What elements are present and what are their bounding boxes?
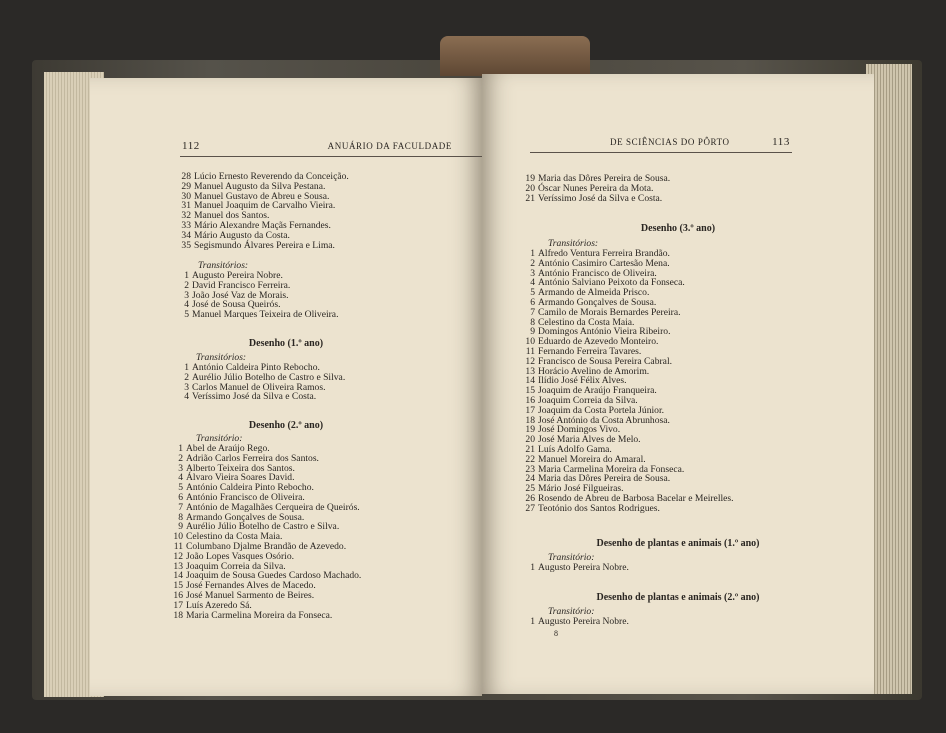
item-number: 16 — [525, 394, 535, 406]
item-name: Mário José Filgueiras. — [538, 483, 624, 495]
item-name: José de Sousa Queirós. — [192, 299, 281, 311]
plantas-1-label: Transitório: — [548, 552, 595, 563]
item-number: 8 — [178, 511, 183, 523]
item-number: 2 — [178, 452, 183, 464]
plantas-2-list — [524, 617, 629, 627]
item-number: 2 — [184, 371, 189, 383]
item-number: 20 — [525, 182, 535, 194]
item-name: Fernando Ferreira Tavares. — [538, 345, 642, 357]
left-transitorios-list — [178, 271, 338, 320]
item-number: 1 — [530, 248, 535, 259]
item-name: Domingos António Vieira Ribeiro. — [538, 326, 671, 338]
item-number: 1 — [184, 270, 189, 281]
item-name: Aurélio Júlio Botelho de Castro e Silva. — [186, 521, 340, 533]
item-name: Veríssimo José da Silva e Costa. — [192, 391, 317, 403]
item-number: 4 — [184, 391, 189, 403]
item-number: 29 — [181, 180, 191, 192]
item-number: 9 — [530, 326, 535, 338]
item-number: 30 — [181, 190, 191, 202]
item-name: João Lopes Vasques Osório. — [186, 550, 295, 562]
item-name: José Domingos Vivo. — [538, 424, 621, 436]
item-number: 15 — [525, 385, 535, 397]
item-name: João José Vaz de Morais. — [192, 289, 289, 301]
right-page-number: 113 — [772, 136, 790, 148]
item-name: Francisco de Sousa Pereira Cabral. — [538, 355, 673, 367]
list-item — [524, 617, 629, 627]
right-running-head — [610, 136, 790, 148]
right-header-rule — [530, 152, 792, 153]
item-number: 2 — [530, 257, 535, 269]
item-name: Armando de Almeida Prisco. — [538, 287, 650, 299]
list-item — [524, 504, 734, 514]
item-name: Luís Azeredo Sá. — [186, 599, 252, 611]
item-number: 10 — [525, 336, 535, 348]
item-name: Manuel Augusto da Silva Pestana. — [194, 180, 326, 192]
right-page — [482, 74, 874, 694]
item-name: Celestino da Costa Maia. — [538, 316, 635, 328]
item-number: 3 — [184, 381, 189, 393]
item-name: Augusto Pereira Nobre. — [538, 616, 629, 627]
left-list-top — [180, 172, 349, 250]
item-number: 7 — [178, 501, 183, 513]
item-number: 32 — [181, 210, 191, 222]
item-number: 20 — [525, 434, 535, 446]
item-number: 23 — [525, 463, 535, 475]
item-number: 9 — [178, 521, 183, 533]
plantas-1-list — [524, 563, 629, 573]
book-spine — [440, 36, 590, 76]
item-name: Manuel Joaquim de Carvalho Vieira. — [194, 200, 336, 212]
item-number: 19 — [525, 173, 535, 184]
item-name: Álvaro Vieira Soares David. — [186, 472, 295, 484]
item-name: Horácio Avelino de Amorim. — [538, 365, 650, 377]
item-name: Eduardo de Azevedo Monteiro. — [538, 336, 659, 348]
item-number: 4 — [184, 299, 189, 311]
item-number: 12 — [173, 550, 183, 562]
item-number: 10 — [173, 531, 183, 543]
item-number: 21 — [525, 443, 535, 455]
list-item — [524, 563, 629, 573]
item-name: Camilo de Morais Bernardes Pereira. — [538, 306, 681, 318]
item-number: 3 — [184, 289, 189, 301]
item-number: 18 — [173, 609, 183, 621]
item-number: 6 — [178, 491, 183, 503]
item-name: Alfredo Ventura Ferreira Brandão. — [538, 248, 670, 259]
item-number: 35 — [181, 239, 191, 251]
signature-mark: 8 — [554, 629, 558, 638]
item-number: 1 — [530, 616, 535, 627]
item-number: 7 — [530, 306, 535, 318]
desenho-2-list — [172, 444, 361, 620]
desenho-2-label: Transitório: — [196, 433, 243, 444]
item-name: António Salviano Peixoto da Fonseca. — [538, 277, 685, 289]
item-number: 21 — [525, 192, 535, 204]
item-name: Columbano Djalme Brandão de Azevedo. — [186, 540, 347, 552]
item-name: José António da Costa Abrunhosa. — [538, 414, 670, 426]
item-name: José Maria Alves de Melo. — [538, 434, 641, 446]
item-name: Ilídio José Félix Alves. — [538, 375, 627, 387]
item-name: António de Magalhães Cerqueira de Queirós. — [186, 501, 360, 513]
item-name: Lúcio Ernesto Reverendo da Conceição. — [194, 171, 349, 182]
desenho-3-list — [524, 249, 734, 514]
item-name: Joaquim Correia da Silva. — [186, 560, 286, 572]
item-name: António Caldeira Pinto Rebocho. — [192, 362, 320, 373]
item-number: 13 — [173, 560, 183, 572]
left-page — [90, 78, 482, 696]
item-name: Armando Gonçalves de Sousa. — [186, 511, 305, 523]
plantas-1-heading: Desenho de plantas e animais (1.º ano) — [596, 538, 760, 549]
item-name: Alberto Teixeira dos Santos. — [186, 462, 295, 474]
item-name: Abel de Araújo Rego. — [186, 443, 270, 454]
item-name: Adrião Carlos Ferreira dos Santos. — [186, 452, 319, 464]
desenho-1-heading: Desenho (1.º ano) — [248, 338, 324, 349]
item-name: Mário Alexandre Maçãs Fernandes. — [194, 219, 331, 231]
left-transitorios-label: Transitórios: — [198, 260, 249, 271]
desenho-3-label: Transitórios: — [548, 238, 599, 249]
item-name: Óscar Nunes Pereira da Mota. — [538, 182, 654, 194]
right-running-title: DE SCIÊNCIAS DO PÔRTO — [610, 137, 730, 147]
plantas-2-heading: Desenho de plantas e animais (2.º ano) — [596, 592, 760, 603]
item-name: Celestino da Costa Maia. — [186, 531, 283, 543]
list-item — [524, 194, 670, 204]
item-name: António Francisco de Oliveira. — [538, 267, 657, 279]
item-number: 25 — [525, 483, 535, 495]
item-number: 11 — [173, 540, 183, 552]
left-header-rule — [180, 156, 530, 157]
item-name: Veríssimo José da Silva e Costa. — [538, 192, 663, 204]
list-item — [178, 310, 338, 320]
left-running-title: ANUÁRIO DA FACULDADE — [327, 141, 452, 151]
desenho-1-label: Transitórios: — [196, 352, 247, 363]
item-name: Joaquim de Sousa Guedes Cardoso Machado. — [186, 570, 362, 582]
item-name: Mário Augusto da Costa. — [194, 229, 290, 241]
desenho-1-list — [178, 363, 345, 402]
desenho-2-heading: Desenho (2.º ano) — [248, 420, 324, 431]
item-number: 17 — [173, 599, 183, 611]
item-number: 5 — [530, 287, 535, 299]
item-name: Manuel Gustavo de Abreu e Sousa. — [194, 190, 330, 202]
list-item — [180, 241, 349, 251]
item-number: 17 — [525, 404, 535, 416]
item-name: Manuel Moreira do Amaral. — [538, 453, 646, 465]
item-name: José Manuel Sarmento de Beires. — [186, 589, 315, 601]
item-number: 8 — [530, 316, 535, 328]
item-name: Joaquim da Costa Portela Júnior. — [538, 404, 665, 416]
item-name: Joaquim Correia da Silva. — [538, 394, 638, 406]
item-name: António Casimiro Cartesão Mena. — [538, 257, 670, 269]
item-name: Maria das Dôres Pereira de Sousa. — [538, 473, 671, 485]
item-name: Maria das Dôres Pereira de Sousa. — [538, 173, 671, 184]
item-number: 24 — [525, 473, 535, 485]
item-name: António Caldeira Pinto Rebocho. — [186, 482, 314, 494]
item-number: 12 — [525, 355, 535, 367]
item-number: 28 — [181, 171, 191, 182]
list-item — [172, 611, 361, 621]
item-name: Luís Adolfo Gama. — [538, 443, 612, 455]
item-number: 16 — [173, 589, 183, 601]
item-number: 27 — [525, 502, 535, 514]
item-number: 34 — [181, 229, 191, 241]
item-name: Manuel Marques Teixeira de Oliveira. — [192, 309, 339, 321]
left-page-number: 112 — [182, 140, 200, 152]
item-name: Teotónio dos Santos Rodrigues. — [538, 502, 660, 514]
item-name: António Francisco de Oliveira. — [186, 491, 305, 503]
item-name: Aurélio Júlio Botelho de Castro e Silva. — [192, 371, 346, 383]
item-name: José Fernandes Alves de Macedo. — [186, 580, 316, 592]
item-number: 4 — [178, 472, 183, 484]
item-name: Manuel dos Santos. — [194, 210, 270, 222]
item-number: 14 — [525, 375, 535, 387]
item-number: 13 — [525, 365, 535, 377]
item-name: Maria Carmelina Moreira da Fonseca. — [538, 463, 685, 475]
item-number: 3 — [178, 462, 183, 474]
item-number: 1 — [530, 562, 535, 573]
item-number: 2 — [184, 279, 189, 291]
right-list-top — [524, 174, 670, 203]
item-number: 11 — [525, 345, 535, 357]
item-name: Augusto Pereira Nobre. — [538, 562, 629, 573]
list-item — [178, 392, 345, 402]
item-number: 3 — [530, 267, 535, 279]
item-number: 31 — [181, 200, 191, 212]
item-number: 5 — [184, 309, 189, 321]
item-number: 26 — [525, 492, 535, 504]
item-name: David Francisco Ferreira. — [192, 279, 291, 291]
plantas-2-label: Transitório: — [548, 606, 595, 617]
item-number: 1 — [178, 443, 183, 454]
item-number: 14 — [173, 570, 183, 582]
item-number: 15 — [173, 580, 183, 592]
desenho-3-heading: Desenho (3.º ano) — [640, 223, 716, 234]
item-name: Segismundo Álvares Pereira e Lima. — [194, 239, 335, 251]
item-number: 18 — [525, 414, 535, 426]
item-number: 6 — [530, 296, 535, 308]
item-name: Augusto Pereira Nobre. — [192, 270, 283, 281]
item-number: 5 — [178, 482, 183, 494]
item-name: Joaquim de Araújo Franqueira. — [538, 385, 657, 397]
item-number: 1 — [184, 362, 189, 373]
left-running-head — [182, 140, 452, 152]
item-name: Rosendo de Abreu de Barbosa Bacelar e Meirelles. — [538, 492, 734, 504]
item-number: 19 — [525, 424, 535, 436]
item-name: Maria Carmelina Moreira da Fonseca. — [186, 609, 333, 621]
item-number: 22 — [525, 453, 535, 465]
item-name: Armando Gonçalves de Sousa. — [538, 296, 657, 308]
item-number: 33 — [181, 219, 191, 231]
item-name: Carlos Manuel de Oliveira Ramos. — [192, 381, 326, 393]
item-number: 4 — [530, 277, 535, 289]
